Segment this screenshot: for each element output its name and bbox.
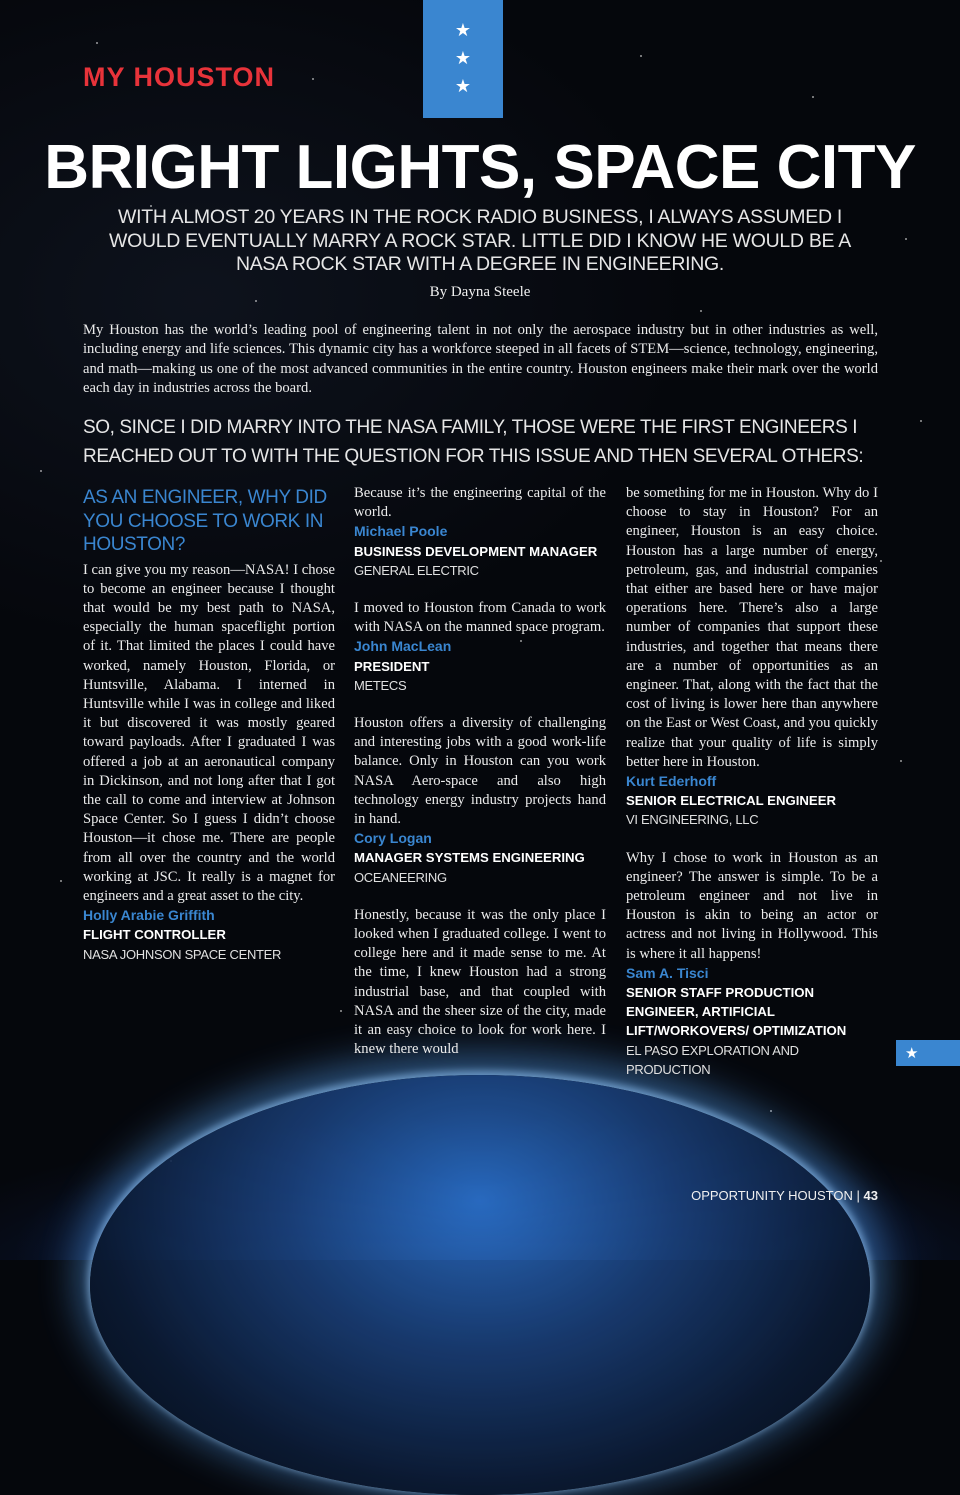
column-2 bbox=[354, 484, 606, 1059]
star-banner bbox=[423, 0, 503, 118]
star-icon: ★ bbox=[454, 20, 472, 41]
column-1 bbox=[83, 484, 335, 983]
side-tab bbox=[896, 1040, 960, 1066]
respondent-org: GENERAL ELECTRIC bbox=[354, 562, 479, 578]
respondent-name: Cory Logan bbox=[354, 830, 432, 847]
intro-paragraph: My Houston has the world’s leading pool of engineering talent in not only the aerospace industry but in other industries as well, including energy and life sciences. This dynamic city has a workforce steeped in all facets of STEM—science, technology, engineering, and math—making us one of the most advanced communities in the entire country. Houston engineers make their mark over the world each day in industries across the board. bbox=[83, 322, 878, 396]
answer-text: Honestly, because it was the only place I looked when I graduated college. I went to college here and it made sense to me. At the time, I knew Houston had a strong industrial base, and that coupled with NASA and the sheer size of the city, made it an easy choice to look for work here. I knew there would bbox=[354, 906, 606, 1058]
earth-horizon-image bbox=[90, 1075, 870, 1495]
answer-text: be something for me in Houston. Why do I choose to stay in Houston? For an engineer, Houston is an easy choice. Houston has a large number of energy, petroleum, gas, and industrial companies that either are based here or have major operations here. There’s also a large number of companies that support these industries, and together that means there are a number of opportunities as an engineer. That, along with the fact that the cost of living is lower here than anywhere on the East or West Coast, and you quickly realize that your quality of life is simply better here in Houston. bbox=[626, 485, 878, 770]
respondent-name: Sam A. Tisci bbox=[626, 964, 709, 981]
answer-text: Why I chose to work in Houston as an engineer? The answer is simple. To be a petroleum engineer and not live in Houston is akin to being an actor or actress and not living in Hollywood. This is where it all happens! bbox=[626, 849, 878, 962]
answer-text: I can give you my reason—NASA! I chose to become an engineer because I thought that would be my best path to NASA, especially the human spaceflight portion of it. That limited the places I could have worked, namely Houston, Florida, or Huntsville, Alabama. I interned in Huntsville while I was in college and liked it but discovered it was mostly geared toward payloads. After I graduated I was offered a job at an aeronautical company in Dickinson, and not long after that I got the call to come and interview at Johnson Space Center. So I guess I didn’t choose Houston—it chose me. There are people from all over the country and the world working at JSC. It really is a magnet for engineers and a great asset to the city. bbox=[83, 561, 335, 904]
column-3 bbox=[626, 484, 878, 1098]
respondent-org: NASA JOHNSON SPACE CENTER bbox=[83, 946, 282, 962]
respondent-role: FLIGHT CONTROLLER bbox=[83, 927, 226, 943]
article-subtitle: WITH ALMOST 20 YEARS IN THE ROCK RADIO BUSINESS, I ALWAYS ASSUMED I WOULD EVENTUALLY MARRY A ROCK STAR. LITTLE DID I KNOW HE WOULD BE A NASA ROCK STAR WITH A DEGREE IN ENGINEERING. bbox=[108, 206, 851, 275]
respondent-name: Kurt Ederhoff bbox=[626, 773, 717, 790]
respondent-name: John MacLean bbox=[354, 638, 452, 655]
question-heading: AS AN ENGINEER, WHY DID YOU CHOOSE TO WORK IN HOUSTON? bbox=[83, 487, 327, 555]
respondent-org: OCEANEERING bbox=[354, 869, 447, 885]
respondent-role: SENIOR ELECTRICAL ENGINEER bbox=[626, 793, 837, 809]
star-icon: ★ bbox=[454, 48, 472, 69]
answer-text: Houston offers a diversity of challenging and interesting jobs with a good work-life balance. Only in Houston can you work NASA Aero-space and also high technology energy industry projects hand in hand. bbox=[354, 715, 606, 828]
article-title: BRIGHT LIGHTS, SPACE CITY bbox=[44, 133, 916, 202]
respondent-role: BUSINESS DEVELOPMENT MANAGER bbox=[354, 543, 598, 559]
byline: By Dayna Steele bbox=[429, 284, 531, 300]
footer-separator: | bbox=[856, 1188, 860, 1203]
page-footer bbox=[691, 1188, 878, 1203]
respondent-org: EL PASO EXPLORATION AND PRODUCTION bbox=[626, 1042, 799, 1077]
page-number: 43 bbox=[863, 1188, 878, 1203]
star-icon: ★ bbox=[905, 1044, 919, 1062]
section-label: MY HOUSTON bbox=[83, 62, 276, 92]
respondent-org: METECS bbox=[354, 677, 407, 693]
respondent-name: Holly Arabie Griffith bbox=[83, 907, 215, 924]
star-icon: ★ bbox=[454, 76, 472, 97]
answer-text: Because it’s the engineering capital of the world. bbox=[354, 485, 606, 521]
respondent-role: MANAGER SYSTEMS ENGINEERING bbox=[354, 850, 585, 866]
answer-text: I moved to Houston from Canada to work with NASA on the manned space program. bbox=[354, 600, 606, 636]
respondent-org: VI ENGINEERING, LLC bbox=[626, 812, 759, 828]
respondent-name: Michael Poole bbox=[354, 523, 448, 540]
publication-name: OPPORTUNITY HOUSTON bbox=[691, 1188, 853, 1203]
pull-quote: SO, SINCE I DID MARRY INTO THE NASA FAMILY, THOSE WERE THE FIRST ENGINEERS I REACHED OUT TO WITH THE QUESTION FOR THIS ISSUE AND THEN SEVERAL OTHERS: bbox=[83, 417, 864, 467]
respondent-role: PRESIDENT bbox=[354, 658, 430, 674]
respondent-role: SENIOR STAFF PRODUCTION ENGINEER, ARTIFICIAL LIFT/WORKOVERS/ OPTIMIZATION bbox=[626, 985, 847, 1039]
